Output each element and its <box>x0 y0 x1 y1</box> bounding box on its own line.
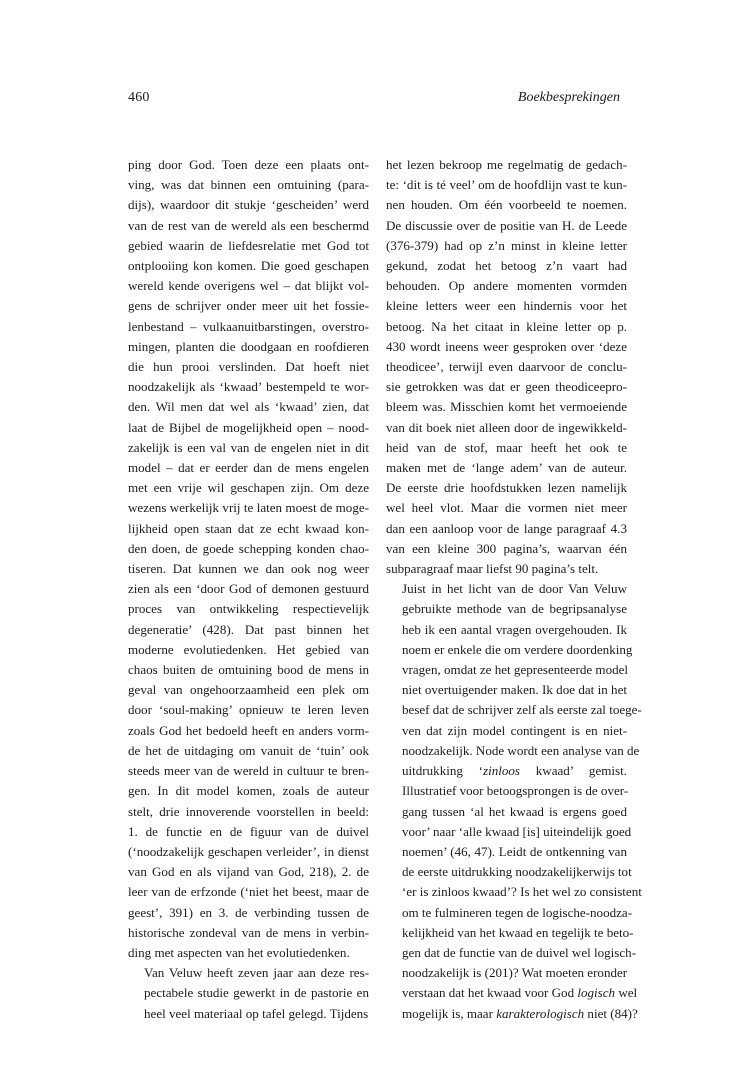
text-line: Illustratief voor betoogsprongen is de over- <box>402 783 629 799</box>
text-line: dan een aanloop voor de lange paragraaf 4.3 <box>386 520 627 536</box>
text-line: zakelijk is een val van de engelen niet in dit <box>128 439 369 455</box>
text-line: gen. In dit model komen, zoals de auteur <box>128 783 369 799</box>
text-line: te: ‘dit is té veel’ om de hoofdlijn vast te kun- <box>386 177 627 193</box>
text-line: model – dat er eerder dan de mens engelen <box>128 460 369 476</box>
text-line: stelt, drie innoverende voorstellen in beeld: <box>128 803 369 819</box>
text-line: pectabele studie gewerkt in de pastorie en <box>144 985 369 1001</box>
text-line: theodicee’, terwijl even daarvoor de conclu- <box>386 359 627 375</box>
paragraph <box>386 155 627 579</box>
text-line: geval van ongehoorzaamheid een plek om <box>128 682 369 698</box>
text-line: niet overtuigender maken. Ik doe dat in het <box>402 682 627 698</box>
text-line: betoog. Na het citaat in kleine letter op p. <box>386 318 627 334</box>
text-line: wereld kende overigens wel – dat blijkt vol- <box>128 278 369 294</box>
text-line: den doen, de goede schepping konden chao- <box>128 540 369 556</box>
text-line: ping door God. Toen deze een plaats ont- <box>128 157 369 172</box>
text-line: 1. de functie en de figuur van de duivel <box>128 823 369 839</box>
text-line: sie getrokken was dat er geen theodiceepro- <box>386 379 627 395</box>
text-line: gebruikte methode van de begripsanalyse <box>402 601 627 617</box>
text-line: noodzakelijk als ‘kwaad’ bestempeld te wor- <box>128 379 369 395</box>
text-line: den. Wil men dat wel als ‘kwaad’ zien, dat <box>128 399 369 415</box>
text-line: (376-379) had op z’n minst in kleine letter <box>386 237 627 253</box>
paragraph <box>128 155 369 963</box>
text-line: noem er enkele die om verdere doordenking <box>402 641 633 657</box>
text-line: lenbestand – vulkaanuitbarstingen, overstro- <box>128 318 369 334</box>
text-line: heb ik een aantal vragen overgehouden. Ik <box>402 621 627 637</box>
text-line: (‘noodzakelijk geschapen verleider’, in dienst <box>128 843 369 859</box>
text-line: heel veel materiaal op tafel gelegd. Tijdens <box>144 1005 369 1021</box>
text-line: proces van ontwikkeling respectievelijk <box>128 601 369 617</box>
text-line: bleem was. Misschien komt het vermoeiende <box>386 399 627 415</box>
text-line: dijs), waardoor dit stukje ‘gescheiden’ werd <box>128 197 369 213</box>
text-line: van God en als vijand van God, 218), 2. de <box>128 864 369 880</box>
text-line: ontplooiing kon komen. Die goed geschapen <box>128 258 369 274</box>
text-line: wel heel vlot. Maar die vormen niet meer <box>386 500 627 516</box>
text-line: noodzakelijk is (201)? Wat moeten eronder <box>402 965 628 981</box>
text-line: laat de Bijbel de mogelijkheid open – nood- <box>128 419 369 435</box>
text-line: van de rest van de wereld als een beschermd <box>128 217 369 233</box>
paragraph <box>128 963 369 1024</box>
text-line: historische zondeval van de mens in verbin- <box>128 924 369 940</box>
text-line: mingen, planten die doodgaan en roofdieren <box>128 338 369 354</box>
text-line: wezens werkelijk vrij te laten moest de moge- <box>128 500 369 516</box>
text-line: Juist in het licht van de door Van Veluw <box>402 581 627 597</box>
text-line: lijkheid open staan dat ze echt kwaad kon- <box>128 520 369 536</box>
text-line: behouden. Op andere momenten vormden <box>386 278 627 294</box>
text-line: tiseren. Dat kunnen we dan ook nog weer <box>128 561 369 577</box>
running-head: Boekbesprekingen <box>517 90 620 105</box>
text-line: uitdrukking ‘zinloos kwaad’ gemist. <box>402 763 627 779</box>
text-line: de eerste uitdrukking noodzakelijkerwijs tot <box>402 864 632 880</box>
right-column <box>386 155 642 1024</box>
text-line: verstaan dat het kwaad voor God logisch wel <box>402 985 638 1001</box>
text-line: kelijkheid van het kwaad en tegelijk te beto- <box>402 924 634 940</box>
text-line: subparagraaf maar liefst 90 pagina’s telt. <box>386 561 599 577</box>
text-line: De eerste drie hoofdstukken lezen namelijk <box>386 480 627 496</box>
text-line: Van Veluw heeft zeven jaar aan deze res- <box>144 965 369 981</box>
text-line: ding met aspecten van het evolutiedenken. <box>128 944 350 960</box>
text-line: die hun prooi verslinden. Dat hoeft niet <box>128 359 369 375</box>
paragraph <box>386 579 642 1023</box>
text-line: moderne evolutiedenken. Het gebied van <box>128 641 369 657</box>
text-line: gens de schrijver onder meer uit het fossie- <box>128 298 369 314</box>
text-line: de het de uitdaging om vanuit de ‘tuin’ ook <box>128 742 369 758</box>
text-line: ven dat zijn model contingent is en niet- <box>402 722 627 738</box>
left-column <box>128 155 369 1024</box>
text-line: ‘er is zinloos kwaad’? Is het wel zo consistent <box>402 884 642 900</box>
text-line: noodzakelijk. Node wordt een analyse van de <box>402 742 640 758</box>
text-line: om te fulmineren tegen de logische-noodza- <box>402 904 633 920</box>
text-line: nen houden. Om één voorbeeld te noemen. <box>386 197 627 213</box>
text-line: noemen’ (46, 47). Leidt de ontkenning van <box>402 843 627 859</box>
text-line: mogelijk is, maar karakterologisch niet (84)? <box>402 1005 638 1021</box>
text-line: zoals God het bedoeld heeft en anders vorm- <box>128 722 369 738</box>
text-line: geest’, 391) en 3. de verbinding tussen de <box>128 904 369 920</box>
text-line: leer van de erfzonde (‘niet het beest, maar de <box>128 884 369 900</box>
text-line: maken met de ‘lange adem’ van de auteur. <box>386 460 627 476</box>
text-line: kleine letters weer een hindernis voor het <box>386 298 627 314</box>
text-line: met een vrije wil geschapen zijn. Om deze <box>128 480 369 496</box>
text-line: gekund, zodat het betoog z’n vaart had <box>386 258 627 274</box>
text-line: gen dat de functie van de duivel wel logisch- <box>402 944 637 960</box>
page-number: 460 <box>128 90 150 105</box>
text-line: De discussie over de positie van H. de Leede <box>386 217 627 233</box>
text-line: ving, was dat binnen een omtuining (para- <box>128 177 369 193</box>
text-line: gang tussen ‘al het kwaad is ergens goed <box>402 803 627 819</box>
text-line: door ‘soul-making’ opnieuw te leren leven <box>128 702 369 718</box>
text-line: voor’ naar ‘alle kwaad [is] uiteindelijk goed <box>402 823 632 839</box>
text-line: vragen, omdat ze het gepresenteerde model <box>402 662 629 678</box>
text-line: zien als een ‘door God of demonen gestuurd <box>128 581 369 597</box>
text-line: degeneratie’ (428). Dat past binnen het <box>128 621 369 637</box>
text-line: 430 wordt ineens weer gesproken over ‘deze <box>386 338 627 354</box>
text-line: het lezen bekroop me regelmatig de gedach- <box>386 157 627 172</box>
text-line: gebied waarin de liefdesrelatie met God tot <box>128 237 369 253</box>
text-line: van een kleine 300 pagina’s, waarvan één <box>386 540 627 556</box>
text-line: van dit boek niet alleen door de ingewikkeld- <box>386 419 627 435</box>
text-line: besef dat de schrijver zelf als eerste zal toege- <box>402 702 642 718</box>
text-line: chaos buiten de omtuining bood de mens in <box>128 662 369 678</box>
text-line: heid van de stof, maar heeft het ook te <box>386 439 627 455</box>
text-line: steeds meer van de wereld in cultuur te bren- <box>128 763 369 779</box>
